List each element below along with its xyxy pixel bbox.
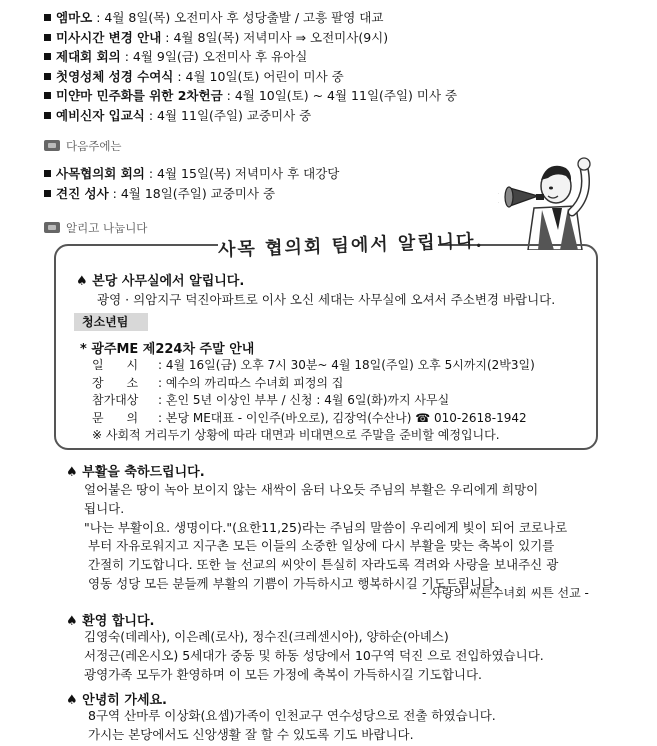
bullet-square-icon [44, 14, 51, 21]
schedule-list [44, 8, 457, 126]
schedule-item: 첫영성체 성경 수여식 : 4월 10일(토) 어린이 미사 중 [44, 67, 457, 87]
speech-bubble-icon [44, 140, 60, 151]
share-heading: 알리고 나눕니다 [44, 220, 147, 236]
bullet-square-icon [44, 53, 51, 60]
office-text: 광영 · 의암지구 덕진아파트로 이사 오신 세대는 사무실에 오셔서 주소변경 바랍니다. [97, 292, 556, 307]
schedule-item: 미사시간 변경 안내 : 4월 8일(목) 저녁미사 ⇒ 오전미사(9시) [44, 28, 457, 48]
easter-heading: ♠ 부활을 축하드립니다. [66, 465, 205, 480]
easter-line: 됩니다. [84, 500, 125, 516]
office-heading: ♠ 본당 사무실에서 알립니다. [76, 274, 245, 289]
bullet-square-icon [44, 170, 51, 177]
bullet-square-icon [44, 73, 51, 80]
youth-team-badge: 청소년팀 [74, 313, 148, 331]
me-details [92, 357, 535, 445]
schedule-item: 제대회 회의 : 4월 9일(금) 오전미사 후 유아실 [44, 47, 457, 67]
bullet-square-icon [44, 92, 51, 99]
me-row: 일 시 : 4월 16일(금) 오후 7시 30분~ 4월 18일(주일) 오후 5시까지(2박3일) [92, 358, 535, 372]
next-week-item: 견진 성사 : 4월 18일(주일) 교중미사 중 [44, 184, 339, 204]
welcome-line: 김영숙(데레사), 이은례(로사), 정수진(크레센시아), 양하순(아녜스) [84, 629, 449, 644]
easter-line: "나는 부활이요. 생명이다."(요한11,25)라는 주님의 말씀이 우리에게 빛이 되어 코로나로 [84, 519, 568, 535]
easter-paragraph [84, 481, 567, 594]
schedule-item: 예비신자 입교식 : 4월 11일(주일) 교중미사 중 [44, 106, 457, 126]
farewell-heading: ♠ 안녕히 가세요. [66, 693, 167, 708]
welcome-line: 서정근(레온시오) 5세대가 중동 및 하동 성당에서 10구역 덕진 으로 전입하였습니다. [84, 647, 544, 663]
next-week-list [44, 164, 339, 203]
next-week-heading: 다음주에는 [44, 138, 122, 154]
me-heading: * 광주ME 제224차 주말 안내 [80, 342, 255, 357]
farewell-line: 가시는 본당에서도 신앙생활 잘 할 수 있도록 기도 바랍니다. [88, 726, 414, 742]
schedule-item: 엠마오 : 4월 8일(목) 오전미사 후 성당출발 / 고흥 팔영 대교 [44, 8, 457, 28]
easter-signature: - 사랑의 씨튼수녀회 씨튼 선교 - [422, 586, 589, 600]
megaphone-man-illustration [498, 150, 602, 250]
next-week-item: 사목협의회 회의 : 4월 15일(목) 저녁미사 후 대강당 [44, 164, 339, 184]
easter-line: 얼어붙은 땅이 녹아 보이지 않는 새싹이 움터 나오듯 주님의 부활은 우리에게 희망이 [84, 482, 539, 497]
easter-line: 부터 자유로워지고 지구촌 모든 이들의 소중한 일상에 다시 부활을 맞는 축복이 있기를 [88, 538, 555, 554]
easter-line: 영동 성당 모든 분들께 부활의 기쁨이 가득하시고 행복하시길 기도드립니다. [88, 575, 499, 591]
easter-line: 간절히 기도합니다. 또한 늘 선교의 씨앗이 튼실히 자라도록 격려와 사랑을 보내주신 광 [88, 557, 559, 573]
farewell-paragraph [88, 707, 496, 745]
me-note: ※ 사회적 거리두기 상황에 따라 대면과 비대면으로 주말을 준비할 예정입니다. [92, 428, 500, 442]
me-row: 장 소 : 예수의 까리따스 수녀회 피정의 집 [92, 375, 344, 390]
bullet-square-icon [44, 34, 51, 41]
bullet-square-icon [44, 112, 51, 119]
me-row: 문 의 : 본당 ME대표 - 이인주(바오로), 김장억(수산나) ☎ 010-2618-1942 [92, 410, 527, 425]
speech-bubble-icon [44, 222, 60, 233]
schedule-item: 미얀마 민주화를 위한 2차헌금 : 4월 10일(토) ~ 4월 11일(주일) 미사 중 [44, 86, 457, 106]
me-row: 참가대상 : 혼인 5년 이상인 부부 / 신청 : 4월 6일(화)까지 사무실 [92, 393, 450, 407]
welcome-line: 광영가족 모두가 환영하며 이 모든 가정에 축복이 가득하시길 기도합니다. [84, 666, 483, 682]
farewell-line: 8구역 산마루 이상화(요셉)가족이 인천교구 연수성당으로 전출 하였습니다. [88, 708, 496, 723]
welcome-paragraph [84, 628, 544, 684]
notice-title: 사목 협의회 팀에서 알립니다. [217, 230, 485, 261]
welcome-heading: ♠ 환영 합니다. [66, 614, 155, 629]
bullet-square-icon [44, 190, 51, 197]
